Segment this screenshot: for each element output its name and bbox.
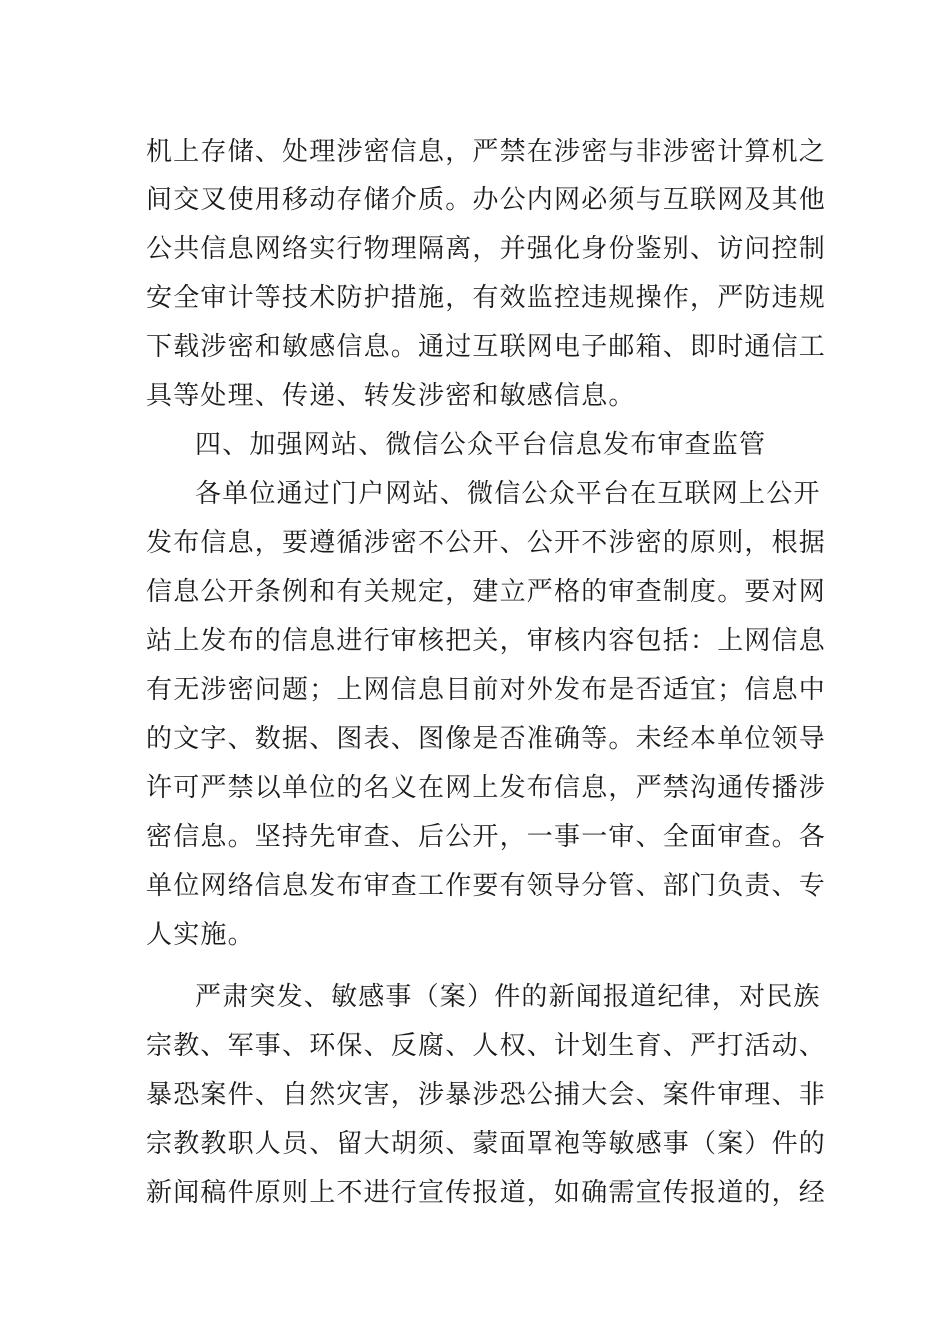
text-line: 安全审计等技术防护措施，有效监控违规操作，严防违规 [146, 283, 827, 313]
text-line: 的文字、数据、图表、图像是否准确等。未经本单位领导 [146, 724, 827, 754]
text-line: 间交叉使用移动存储介质。办公内网必须与互联网及其他 [146, 185, 827, 215]
text-line: 宗教、军事、环保、反腐、人权、计划生育、严打活动、 [146, 1031, 827, 1061]
text-line: 各单位通过门户网站、微信公众平台在互联网上公开 [195, 479, 821, 509]
text-line: 严肃突发、敏感事（案）件的新闻报道纪律，对民族 [195, 982, 821, 1012]
text-line: 许可严禁以单位的名义在网上发布信息，严禁沟通传播涉 [146, 773, 827, 803]
text-line: 宗教教职人员、留大胡须、蒙面罩袍等敏感事（案）件的 [146, 1129, 827, 1159]
text-line: 单位网络信息发布审查工作要有领导分管、部门负责、专 [146, 871, 827, 901]
text-line: 发布信息，要遵循涉密不公开、公开不涉密的原则，根据 [146, 528, 827, 558]
text-line: 站上发布的信息进行审核把关，审核内容包括：上网信息 [146, 626, 827, 656]
text-line: 有无涉密问题；上网信息目前对外发布是否适宜；信息中 [146, 675, 827, 705]
text-line: 机上存储、处理涉密信息，严禁在涉密与非涉密计算机之 [146, 137, 827, 167]
text-line: 暴恐案件、自然灾害，涉暴涉恐公捕大会、案件审理、非 [146, 1080, 827, 1110]
text-line: 下载涉密和敏感信息。通过互联网电子邮箱、即时通信工 [146, 332, 827, 362]
text-line: 人实施。 [146, 920, 255, 950]
text-line: 信息公开条例和有关规定，建立严格的审查制度。要对网 [146, 577, 827, 607]
text-line: 公共信息网络实行物理隔离，并强化身份鉴别、访问控制 [146, 234, 827, 264]
section-heading: 四、加强网站、微信公众平台信息发布审查监管 [195, 430, 767, 460]
text-line: 具等处理、传递、转发涉密和敏感信息。 [146, 381, 636, 411]
text-line: 新闻稿件原则上不进行宣传报道，如确需宣传报道的，经 [146, 1178, 827, 1208]
text-line: 密信息。坚持先审查、后公开，一事一审、全面审查。各 [146, 822, 827, 852]
